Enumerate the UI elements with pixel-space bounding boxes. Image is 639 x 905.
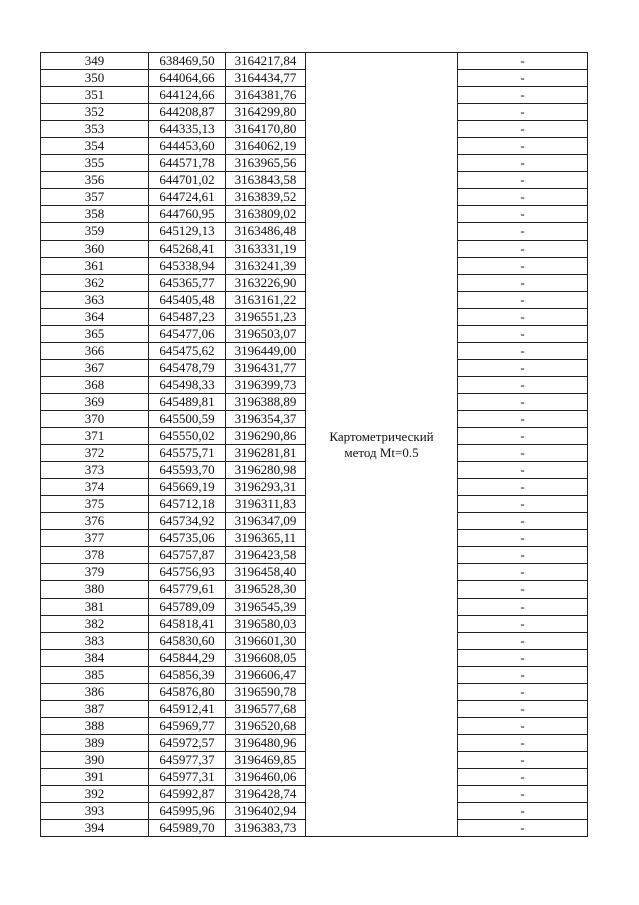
point-number-cell: 388 [41,717,149,734]
coord-x-cell: 645475,62 [149,342,226,359]
description-cell: - [458,768,588,785]
table-row [41,53,588,70]
coord-x-cell: 644760,95 [149,206,226,223]
coord-y-cell: 3196402,94 [226,803,306,820]
description-cell: - [458,121,588,138]
description-cell: - [458,717,588,734]
coord-x-cell: 645498,33 [149,376,226,393]
point-number-cell: 349 [41,53,149,70]
description-cell: - [458,308,588,325]
point-number-cell: 355 [41,155,149,172]
coord-y-cell: 3196601,30 [226,632,306,649]
description-cell: - [458,410,588,427]
coord-y-cell: 3196545,39 [226,598,306,615]
description-cell: - [458,734,588,751]
method-cell [306,53,458,837]
coord-x-cell: 645844,29 [149,649,226,666]
coord-x-cell: 644124,66 [149,87,226,104]
point-number-cell: 394 [41,820,149,837]
coord-x-cell: 645593,70 [149,462,226,479]
coord-x-cell: 644064,66 [149,70,226,87]
coord-x-cell: 645500,59 [149,410,226,427]
coord-x-cell: 644701,02 [149,172,226,189]
description-cell: - [458,257,588,274]
coord-y-cell: 3163161,22 [226,291,306,308]
coord-y-cell: 3196580,03 [226,615,306,632]
description-cell: - [458,70,588,87]
coord-y-cell: 3196280,98 [226,462,306,479]
coord-x-cell: 645995,96 [149,803,226,820]
point-number-cell: 386 [41,683,149,700]
coord-y-cell: 3196458,40 [226,564,306,581]
coord-x-cell: 645268,41 [149,240,226,257]
coord-y-cell: 3196428,74 [226,786,306,803]
coord-y-cell: 3164170,80 [226,121,306,138]
coord-x-cell: 645830,60 [149,632,226,649]
point-number-cell: 356 [41,172,149,189]
description-cell: - [458,513,588,530]
point-number-cell: 361 [41,257,149,274]
description-cell: - [458,189,588,206]
coord-y-cell: 3196281,81 [226,445,306,462]
coord-y-cell: 3196365,11 [226,530,306,547]
coord-y-cell: 3164299,80 [226,104,306,121]
coord-y-cell: 3163965,56 [226,155,306,172]
point-number-cell: 364 [41,308,149,325]
coord-y-cell: 3164217,84 [226,53,306,70]
coord-x-cell: 645734,92 [149,513,226,530]
point-number-cell: 354 [41,138,149,155]
method-line-2: метод Mt=0.5 [344,444,419,460]
coord-x-cell: 645779,61 [149,581,226,598]
coord-x-cell: 645818,41 [149,615,226,632]
coordinates-table [40,52,588,837]
point-number-cell: 366 [41,342,149,359]
point-number-cell: 360 [41,240,149,257]
description-cell: - [458,359,588,376]
point-number-cell: 362 [41,274,149,291]
coord-x-cell: 645992,87 [149,786,226,803]
coord-y-cell: 3164434,77 [226,70,306,87]
description-cell: - [458,803,588,820]
coord-y-cell: 3163839,52 [226,189,306,206]
coord-x-cell: 645989,70 [149,820,226,837]
coord-x-cell: 645365,77 [149,274,226,291]
coord-x-cell: 645338,94 [149,257,226,274]
description-cell: - [458,274,588,291]
point-number-cell: 376 [41,513,149,530]
point-number-cell: 367 [41,359,149,376]
point-number-cell: 375 [41,496,149,513]
description-cell: - [458,53,588,70]
description-cell: - [458,786,588,803]
point-number-cell: 363 [41,291,149,308]
point-number-cell: 358 [41,206,149,223]
coord-y-cell: 3163331,19 [226,240,306,257]
description-cell: - [458,479,588,496]
point-number-cell: 389 [41,734,149,751]
coord-x-cell: 644453,60 [149,138,226,155]
coord-y-cell: 3163241,39 [226,257,306,274]
coord-y-cell: 3196290,86 [226,428,306,445]
point-number-cell: 393 [41,803,149,820]
coord-y-cell: 3164381,76 [226,87,306,104]
coord-x-cell: 645575,71 [149,445,226,462]
description-cell: - [458,428,588,445]
coord-x-cell: 645735,06 [149,530,226,547]
coord-x-cell: 645669,19 [149,479,226,496]
description-cell: - [458,547,588,564]
point-number-cell: 390 [41,751,149,768]
coord-y-cell: 3196520,68 [226,717,306,734]
coord-x-cell: 645756,93 [149,564,226,581]
coord-x-cell: 645489,81 [149,393,226,410]
description-cell: - [458,700,588,717]
coord-y-cell: 3196431,77 [226,359,306,376]
description-cell: - [458,172,588,189]
coord-y-cell: 3196608,05 [226,649,306,666]
description-cell: - [458,155,588,172]
point-number-cell: 368 [41,376,149,393]
coord-x-cell: 645972,57 [149,734,226,751]
description-cell: - [458,376,588,393]
coord-y-cell: 3196311,83 [226,496,306,513]
point-number-cell: 369 [41,393,149,410]
method-line-1: Картометрический [329,428,434,444]
coord-x-cell: 645477,06 [149,325,226,342]
point-number-cell: 380 [41,581,149,598]
point-number-cell: 379 [41,564,149,581]
coord-y-cell: 3196469,85 [226,751,306,768]
coord-x-cell: 645977,37 [149,751,226,768]
point-number-cell: 365 [41,325,149,342]
coord-y-cell: 3196293,31 [226,479,306,496]
description-cell: - [458,820,588,837]
coord-y-cell: 3196551,23 [226,308,306,325]
coord-y-cell: 3196606,47 [226,666,306,683]
description-cell: - [458,649,588,666]
description-cell: - [458,206,588,223]
description-cell: - [458,496,588,513]
coord-y-cell: 3163486,48 [226,223,306,240]
coord-x-cell: 644724,61 [149,189,226,206]
point-number-cell: 391 [41,768,149,785]
description-cell: - [458,530,588,547]
coord-y-cell: 3196347,09 [226,513,306,530]
point-number-cell: 373 [41,462,149,479]
coord-x-cell: 644571,78 [149,155,226,172]
coord-y-cell: 3196399,73 [226,376,306,393]
point-number-cell: 392 [41,786,149,803]
coord-x-cell: 645487,23 [149,308,226,325]
description-cell: - [458,223,588,240]
coord-y-cell: 3163809,02 [226,206,306,223]
description-cell: - [458,564,588,581]
coord-y-cell: 3196423,58 [226,547,306,564]
description-cell: - [458,598,588,615]
point-number-cell: 377 [41,530,149,547]
coord-x-cell: 645969,77 [149,717,226,734]
description-cell: - [458,342,588,359]
coord-y-cell: 3163843,58 [226,172,306,189]
coord-y-cell: 3196449,00 [226,342,306,359]
coord-x-cell: 645876,80 [149,683,226,700]
coord-y-cell: 3196590,78 [226,683,306,700]
point-number-cell: 385 [41,666,149,683]
coord-x-cell: 645912,41 [149,700,226,717]
coordinates-table-body [41,53,588,837]
description-cell: - [458,632,588,649]
coord-x-cell: 644335,13 [149,121,226,138]
description-cell: - [458,240,588,257]
point-number-cell: 382 [41,615,149,632]
description-cell: - [458,615,588,632]
coord-y-cell: 3163226,90 [226,274,306,291]
point-number-cell: 378 [41,547,149,564]
point-number-cell: 381 [41,598,149,615]
description-cell: - [458,666,588,683]
coord-x-cell: 645478,79 [149,359,226,376]
coord-y-cell: 3196388,89 [226,393,306,410]
coord-y-cell: 3196383,73 [226,820,306,837]
coord-y-cell: 3196460,06 [226,768,306,785]
point-number-cell: 351 [41,87,149,104]
coord-x-cell: 638469,50 [149,53,226,70]
coord-x-cell: 645856,39 [149,666,226,683]
point-number-cell: 370 [41,410,149,427]
description-cell: - [458,445,588,462]
point-number-cell: 374 [41,479,149,496]
coord-y-cell: 3196354,37 [226,410,306,427]
coord-x-cell: 644208,87 [149,104,226,121]
description-cell: - [458,751,588,768]
coord-y-cell: 3196480,96 [226,734,306,751]
point-number-cell: 350 [41,70,149,87]
description-cell: - [458,581,588,598]
point-number-cell: 352 [41,104,149,121]
point-number-cell: 357 [41,189,149,206]
description-cell: - [458,325,588,342]
coord-x-cell: 645789,09 [149,598,226,615]
coord-y-cell: 3196577,68 [226,700,306,717]
description-cell: - [458,104,588,121]
coord-x-cell: 645550,02 [149,428,226,445]
coord-y-cell: 3164062,19 [226,138,306,155]
description-cell: - [458,683,588,700]
point-number-cell: 372 [41,445,149,462]
coord-x-cell: 645712,18 [149,496,226,513]
description-cell: - [458,393,588,410]
point-number-cell: 384 [41,649,149,666]
point-number-cell: 359 [41,223,149,240]
point-number-cell: 387 [41,700,149,717]
coord-y-cell: 3196528,30 [226,581,306,598]
coord-x-cell: 645129,13 [149,223,226,240]
coord-y-cell: 3196503,07 [226,325,306,342]
description-cell: - [458,87,588,104]
point-number-cell: 383 [41,632,149,649]
point-number-cell: 371 [41,428,149,445]
description-cell: - [458,462,588,479]
coord-x-cell: 645405,48 [149,291,226,308]
coord-x-cell: 645977,31 [149,768,226,785]
description-cell: - [458,291,588,308]
coord-x-cell: 645757,87 [149,547,226,564]
description-cell: - [458,138,588,155]
point-number-cell: 353 [41,121,149,138]
